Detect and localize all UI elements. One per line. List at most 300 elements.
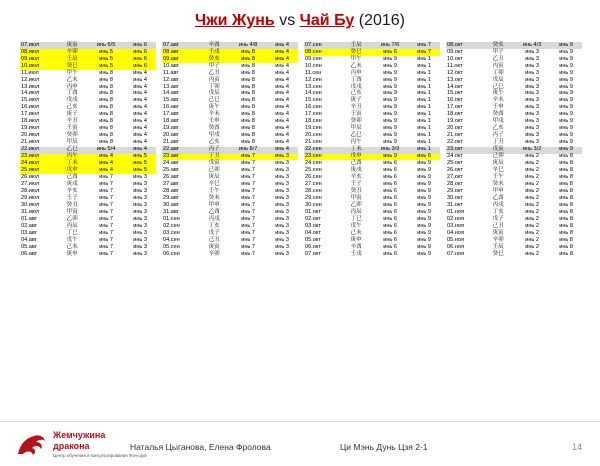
cell-yin-right: инь 8 (559, 188, 574, 195)
cell-yin-left: инь 8 (241, 118, 256, 125)
cell-yin-left: инь 7 (241, 236, 256, 243)
cell-date: 17.авг (163, 111, 179, 118)
cell-yin-right: инь 3 (275, 243, 290, 250)
cell-date: 28.авг (163, 188, 179, 195)
cell-yin-right: инь 1 (417, 90, 432, 97)
cell-date: 28.июл (21, 188, 40, 195)
cell-date: 01.сен (163, 215, 180, 222)
cell-yin-left: инь 8 (99, 69, 114, 76)
cell-ganzhi: 丙戌 (492, 201, 504, 208)
cell-ganzhi: 乙酉 (492, 195, 504, 201)
cell-date: 23.окт (446, 147, 482, 154)
cell-ganzhi: 壬申 (208, 118, 220, 125)
cell-yin-right: инь 9 (559, 48, 574, 55)
cell-ganzhi: 乙巳 (56, 147, 88, 154)
cell-yin-left: инь 4/3 (514, 42, 550, 49)
cell-yin-right: инь 3 (275, 229, 290, 236)
cell-yin-left: инь 6 (383, 195, 398, 201)
cell-yin-left: инь 7 (241, 201, 256, 208)
cell-date: 15.окт (447, 90, 463, 97)
cell-yin-left: инь 6 (383, 188, 398, 195)
cell-ganzhi: 丁巳 (66, 229, 78, 236)
cell-date: 13.окт (447, 76, 463, 83)
cell-yin-right: инь 9 (417, 174, 432, 181)
cell-yin-left: инь 9 (383, 104, 398, 111)
cell-yin-right: инь 6 (408, 154, 440, 161)
cell-yin-left: инь 4/8 (230, 42, 266, 49)
cell-date: 05.ноя (447, 236, 465, 243)
cell-date: 27.окт (447, 174, 463, 181)
table-row (162, 77, 298, 84)
cell-yin-right: инь 4 (266, 147, 298, 154)
cell-yin-right: инь 6 (124, 63, 156, 70)
cell-date: 07.июл (20, 42, 56, 49)
cell-yin-right: инь 9 (417, 181, 432, 188)
cell-date: 11.окт (447, 62, 463, 69)
cell-yin-left: инь 3 (525, 111, 540, 118)
title-year: (2016) (358, 12, 405, 29)
table-row (446, 42, 582, 49)
cell-date: 31.окт (447, 201, 463, 208)
cell-date: 27.авг (163, 181, 179, 188)
cell-date: 16.сен (305, 104, 322, 111)
cell-yin-left: инь 3/9 (372, 147, 408, 154)
cell-yin-right: инь 4 (275, 118, 290, 125)
cell-ganzhi: 乙未 (350, 62, 362, 69)
cell-yin-left: инь 8 (241, 69, 256, 76)
cell-yin-left: инь 6 (383, 167, 398, 174)
cell-yin-right: инь 8 (559, 195, 574, 201)
cell-yin-right: инь 3 (133, 243, 148, 250)
cell-ganzhi: 壬子 (350, 181, 362, 188)
cell-date: 22.окт (447, 139, 463, 146)
cell-ganzhi: 丙寅 (492, 62, 504, 69)
cell-date: 26.сен (305, 174, 322, 181)
cell-date: 05.сен (163, 243, 180, 250)
cell-date: 18.окт (447, 111, 463, 118)
cell-ganzhi: 庚戌 (350, 167, 362, 174)
cell-yin-left: инь 9 (383, 97, 398, 104)
cell-date: 09.сен (305, 55, 322, 62)
cell-yin-left: инь 8 (99, 76, 114, 83)
calendar-columns (20, 42, 586, 258)
cell-yin-left: инь 9 (383, 76, 398, 83)
cell-yin-left: инь 7 (99, 243, 114, 250)
cell-yin-left: инь 2 (525, 160, 540, 167)
cell-yin-right: инь 4 (275, 62, 290, 69)
cell-yin-left: инь 8 (99, 139, 114, 146)
cell-yin-right: инь 9 (550, 147, 582, 154)
cell-date: 13.сен (305, 83, 322, 90)
cell-yin-right: инь 8 (559, 181, 574, 188)
cell-ganzhi: 癸酉 (492, 111, 504, 118)
cell-date: 09.июл (20, 56, 56, 63)
cell-ganzhi: 己卯 (492, 153, 504, 160)
cell-yin-right: инь 9 (417, 160, 432, 167)
cell-yin-right: инь 1 (417, 125, 432, 132)
cell-date: 07.окт (305, 250, 321, 257)
cell-yin-right: инь 4 (275, 90, 290, 97)
table-row (446, 251, 582, 258)
cell-ganzhi: 丁亥 (492, 208, 504, 215)
cell-yin-left: инь 3 (525, 118, 540, 125)
cell-date: 12.окт (447, 69, 463, 76)
cell-yin-left: инь 6 (383, 201, 398, 208)
cell-yin-left: инь 7 (99, 201, 114, 208)
cell-ganzhi: 丙戌 (208, 215, 220, 222)
cell-yin-right: инь 8 (559, 222, 574, 229)
cell-yin-right: инь 6 (124, 42, 156, 49)
cell-yin-left: инь 9 (383, 132, 398, 139)
cell-date: 08.июл (20, 49, 56, 56)
cell-yin-left: инь 8/7 (230, 147, 266, 154)
cell-yin-right: инь 4 (133, 76, 148, 83)
cell-date: 22.авг (162, 147, 198, 154)
cell-ganzhi: 戊申 (56, 167, 88, 174)
cell-yin-right: инь 4 (133, 118, 148, 125)
cell-ganzhi: 丙寅 (208, 76, 220, 83)
cell-yin-left: инь 2 (525, 188, 540, 195)
cell-yin-left: инь 2 (525, 243, 540, 250)
cell-yin-right: инь 7 (408, 49, 440, 56)
cell-yin-left: инь 8 (99, 125, 114, 132)
cell-date: 21.окт (447, 132, 463, 139)
cell-yin-right: инь 1 (417, 55, 432, 62)
cell-yin-right: инь 4 (133, 139, 148, 146)
cell-yin-left: инь 3 (525, 76, 540, 83)
cell-yin-left: инь 3 (525, 69, 540, 76)
cell-date: 01.ноя (447, 208, 465, 215)
cell-yin-right: инь 3 (275, 174, 290, 181)
cell-yin-left: инь 9 (383, 139, 398, 146)
cell-yin-right: инь 9 (559, 132, 574, 139)
cell-date: 03.сен (163, 229, 180, 236)
cell-yin-left: инь 8 (241, 111, 256, 118)
cell-yin-left: инь 2 (525, 229, 540, 236)
cell-yin-left: инь 7 (99, 208, 114, 215)
cell-yin-right: инь 7 (408, 42, 440, 49)
cell-yin-right: инь 1 (417, 69, 432, 76)
cell-ganzhi: 己亥 (66, 104, 78, 111)
title-vs: vs (279, 12, 296, 29)
calendar-table (20, 42, 156, 258)
cell-yin-right: инь 3 (275, 201, 290, 208)
table-row (162, 56, 298, 63)
cell-date: 19.окт (447, 118, 463, 125)
cell-date: 17.окт (447, 104, 463, 111)
cell-yin-right: инь 4 (133, 83, 148, 90)
cell-yin-left: инь 7 (99, 215, 114, 222)
cell-ganzhi: 己酉 (66, 174, 78, 181)
cell-ganzhi: 乙卯 (66, 215, 78, 222)
cell-ganzhi: 甲辰 (350, 125, 362, 132)
cell-yin-left: инь 7 (241, 195, 256, 201)
calendar-column (304, 42, 440, 258)
cell-ganzhi: 甲戌 (208, 132, 220, 139)
cell-ganzhi: 辛未 (208, 111, 220, 118)
cell-yin-left: инь 7 (99, 181, 114, 188)
cell-ganzhi: 庚寅 (208, 243, 220, 250)
cell-ganzhi: 戊午 (350, 222, 362, 229)
cell-yin-right: инь 6 (124, 56, 156, 63)
cell-date: 27.июл (21, 181, 40, 188)
cell-date: 06.сен (163, 250, 180, 257)
cell-date: 25.окт (447, 160, 463, 167)
cell-ganzhi: 甲申 (492, 188, 504, 195)
cell-date: 12.авг (163, 76, 179, 83)
cell-ganzhi: 癸巳 (492, 250, 504, 257)
table-row (20, 251, 156, 258)
cell-ganzhi: 丙辰 (66, 222, 78, 229)
cell-date: 31.июл (21, 208, 40, 215)
cell-ganzhi: 壬午 (208, 188, 220, 195)
table-row (446, 56, 582, 63)
cell-yin-right: инь 9 (559, 139, 574, 146)
cell-date: 26.окт (447, 167, 463, 174)
cell-yin-left: инь 7 (99, 188, 114, 195)
cell-date: 19.июл (21, 125, 40, 132)
cell-ganzhi: 壬戌 (198, 49, 230, 56)
cell-yin-left: инь 5/4 (88, 147, 124, 154)
cell-yin-right: инь 8 (559, 208, 574, 215)
cell-date: 23.сен (304, 154, 340, 161)
cell-date: 08.авг (162, 49, 198, 56)
cell-date: 18.авг (163, 118, 179, 125)
cell-ganzhi: 戊寅 (482, 147, 514, 154)
cell-yin-left: инь 7 (241, 208, 256, 215)
cell-date: 10.июл (20, 63, 56, 70)
cell-yin-right: инь 9 (550, 42, 582, 49)
cell-ganzhi: 辛丑 (350, 104, 362, 111)
cell-date: 20.окт (447, 125, 463, 132)
cell-yin-right: инь 3 (133, 174, 148, 181)
cell-ganzhi: 戊子 (492, 215, 504, 222)
cell-date: 20.сен (305, 132, 322, 139)
cell-yin-right: инь 3 (275, 236, 290, 243)
page-number: 14 (571, 442, 582, 452)
cell-date: 16.авг (163, 104, 179, 111)
cell-date: 07.ноя (447, 250, 465, 257)
cell-yin-right: инь 9 (559, 62, 574, 69)
cell-yin-right: инь 9 (559, 83, 574, 90)
cell-yin-left: инь 9 (383, 55, 398, 62)
cell-ganzhi: 壬寅 (350, 111, 362, 118)
logo-caption: Центр обучения и консультирования Фэн-шуй (53, 452, 147, 458)
cell-ganzhi: 戊辰 (492, 76, 504, 83)
cell-yin-left: инь 2 (525, 181, 540, 188)
cell-yin-left: инь 6 (383, 160, 398, 167)
cell-date: 29.авг (163, 195, 179, 201)
table-row (304, 77, 440, 84)
cell-yin-left: инь 8 (241, 97, 256, 104)
cell-date: 22.сен (304, 147, 340, 154)
cell-yin-left: инь 8 (230, 49, 266, 56)
cell-date: 08.сен (304, 49, 340, 56)
cell-ganzhi: 庚寅 (56, 42, 88, 49)
cell-ganzhi: 丁卯 (492, 69, 504, 76)
table-row (446, 70, 582, 77)
cell-date: 15.авг (163, 97, 179, 104)
cell-yin-right: инь 5 (124, 167, 156, 174)
cell-yin-right: инь 4 (275, 139, 290, 146)
cell-ganzhi: 辛亥 (350, 174, 362, 181)
cell-yin-left: инь 2 (525, 250, 540, 257)
cell-ganzhi: 丁酉 (350, 76, 362, 83)
cell-yin-right: инь 1 (417, 76, 432, 83)
cell-yin-right: инь 4 (133, 111, 148, 118)
cell-ganzhi: 壬戌 (350, 250, 362, 257)
cell-ganzhi: 庚申 (66, 250, 78, 257)
cell-date: 30.сен (305, 201, 322, 208)
cell-ganzhi: 丙申 (66, 83, 78, 90)
cell-yin-left: инь 3 (525, 83, 540, 90)
cell-yin-right: инь 1 (417, 104, 432, 111)
cell-ganzhi: 辛亥 (66, 188, 78, 195)
cell-yin-left: инь 8 (99, 90, 114, 97)
cell-ganzhi: 乙亥 (492, 125, 504, 132)
cell-yin-left: инь 8 (241, 90, 256, 97)
cell-yin-left: инь 3 (525, 125, 540, 132)
cell-date: 25.сен (305, 167, 322, 174)
cell-yin-right: инь 9 (417, 201, 432, 208)
cell-date: 01.окт (305, 208, 321, 215)
cell-yin-left: инь 9 (383, 83, 398, 90)
cell-ganzhi: 戊申 (340, 154, 372, 161)
cell-date: 30.авг (163, 201, 179, 208)
cell-date: 13.авг (163, 83, 179, 90)
cell-ganzhi: 壬申 (492, 104, 504, 111)
cell-yin-right: инь 9 (559, 104, 574, 111)
cell-yin-right: инь 4 (275, 111, 290, 118)
cell-ganzhi: 乙亥 (208, 139, 220, 146)
cell-yin-left: инь 7 (230, 154, 266, 161)
cell-ganzhi: 己巳 (492, 83, 504, 90)
cell-date: 03.ноя (447, 222, 465, 229)
cell-ganzhi: 己丑 (492, 222, 504, 229)
cell-ganzhi: 戊子 (208, 229, 220, 236)
cell-date: 23.июл (20, 154, 56, 161)
table-row (162, 70, 298, 77)
cell-date: 22.июл (20, 147, 56, 154)
cell-date: 06.ноя (447, 243, 465, 250)
calendar-column (20, 42, 156, 258)
cell-yin-right: инь 9 (417, 215, 432, 222)
cell-ganzhi: 戊戌 (66, 97, 78, 104)
cell-ganzhi: 庚午 (492, 90, 504, 97)
table-row (162, 63, 298, 70)
cell-yin-left: инь 7 (241, 250, 256, 257)
cell-ganzhi: 丁未 (56, 160, 88, 167)
cell-ganzhi: 癸巳 (340, 49, 372, 56)
cell-ganzhi: 壬辰 (56, 56, 88, 63)
cell-yin-right: инь 3 (133, 236, 148, 243)
cell-date: 29.окт (447, 188, 463, 195)
calendar-table (304, 42, 440, 258)
cell-yin-left: инь 6 (383, 215, 398, 222)
cell-yin-right: инь 8 (559, 201, 574, 208)
cell-ganzhi: 丙申 (350, 69, 362, 76)
cell-yin-right: инь 9 (417, 222, 432, 229)
cell-date: 10.окт (447, 55, 463, 62)
cell-ganzhi: 壬辰 (340, 42, 372, 49)
cell-yin-right: инь 4 (133, 132, 148, 139)
cell-yin-left: инь 6 (383, 229, 398, 236)
cell-yin-left: инь 6 (383, 250, 398, 257)
cell-yin-right: инь 5 (124, 154, 156, 161)
cell-yin-right: инь 3 (275, 160, 290, 167)
cell-date: 07.авг (162, 42, 198, 49)
cell-yin-left: инь 7/6 (372, 42, 408, 49)
cell-yin-right: инь 4 (133, 90, 148, 97)
cell-yin-left: инь 3/2 (514, 147, 550, 154)
cell-ganzhi: 辛未 (492, 97, 504, 104)
cell-ganzhi: 己巳 (208, 97, 220, 104)
table-row (446, 77, 582, 84)
cell-yin-right: инь 9 (417, 167, 432, 174)
cell-date: 11.сен (305, 69, 322, 76)
cell-date: 11.июл (21, 69, 39, 76)
cell-yin-right: инь 9 (417, 208, 432, 215)
dragon-logo-icon (14, 428, 48, 460)
table-row (20, 49, 156, 56)
calendar-column (446, 42, 582, 258)
cell-ganzhi: 癸未 (492, 181, 504, 188)
cell-date: 19.авг (163, 125, 179, 132)
cell-ganzhi: 庚子 (350, 97, 362, 104)
cell-yin-left: инь 7 (241, 222, 256, 229)
cell-date: 15.июл (21, 97, 40, 104)
cell-yin-left: инь 8 (241, 83, 256, 90)
cell-yin-left: инь 2 (525, 208, 540, 215)
cell-date: 07.сен (304, 42, 340, 49)
calendar-table (446, 42, 582, 258)
footer-bar (0, 421, 600, 466)
cell-yin-left: инь 7 (99, 236, 114, 243)
cell-ganzhi: 辛卯 (56, 49, 88, 56)
cell-date: 03.авг (21, 229, 37, 236)
cell-yin-right: инь 1 (417, 62, 432, 69)
cell-date: 10.авг (163, 62, 179, 69)
cell-yin-right: инь 8 (559, 215, 574, 222)
cell-yin-left: инь 7 (99, 250, 114, 257)
logo-sub: дракона (53, 441, 90, 452)
cell-date: 30.июл (21, 201, 40, 208)
cell-ganzhi: 甲子 (492, 48, 504, 55)
cell-yin-left: инь 3 (525, 55, 540, 62)
cell-yin-right: инь 4 (133, 125, 148, 132)
cell-yin-left: инь 8 (99, 111, 114, 118)
cell-date: 20.июл (21, 132, 40, 139)
cell-yin-left: инь 9 (383, 125, 398, 132)
cell-ganzhi: 己丑 (208, 236, 220, 243)
cell-date: 21.авг (163, 139, 179, 146)
title-right-name: Чай Бу (299, 12, 355, 29)
cell-date: 31.авг (163, 208, 179, 215)
cell-ganzhi: 甲午 (66, 69, 78, 76)
cell-yin-left: инь 8 (99, 83, 114, 90)
cell-date: 14.авг (163, 90, 179, 97)
cell-ganzhi: 辛卯 (492, 236, 504, 243)
cell-yin-right: инь 9 (417, 195, 432, 201)
table-row (304, 70, 440, 77)
cell-date: 23.авг (162, 154, 198, 161)
cell-yin-right: инь 9 (559, 76, 574, 83)
logo (14, 428, 147, 460)
table-row (304, 42, 440, 49)
cell-yin-left: инь 9 (383, 62, 398, 69)
cell-yin-right: инь 9 (559, 97, 574, 104)
cell-yin-right: инь 8 (559, 236, 574, 243)
